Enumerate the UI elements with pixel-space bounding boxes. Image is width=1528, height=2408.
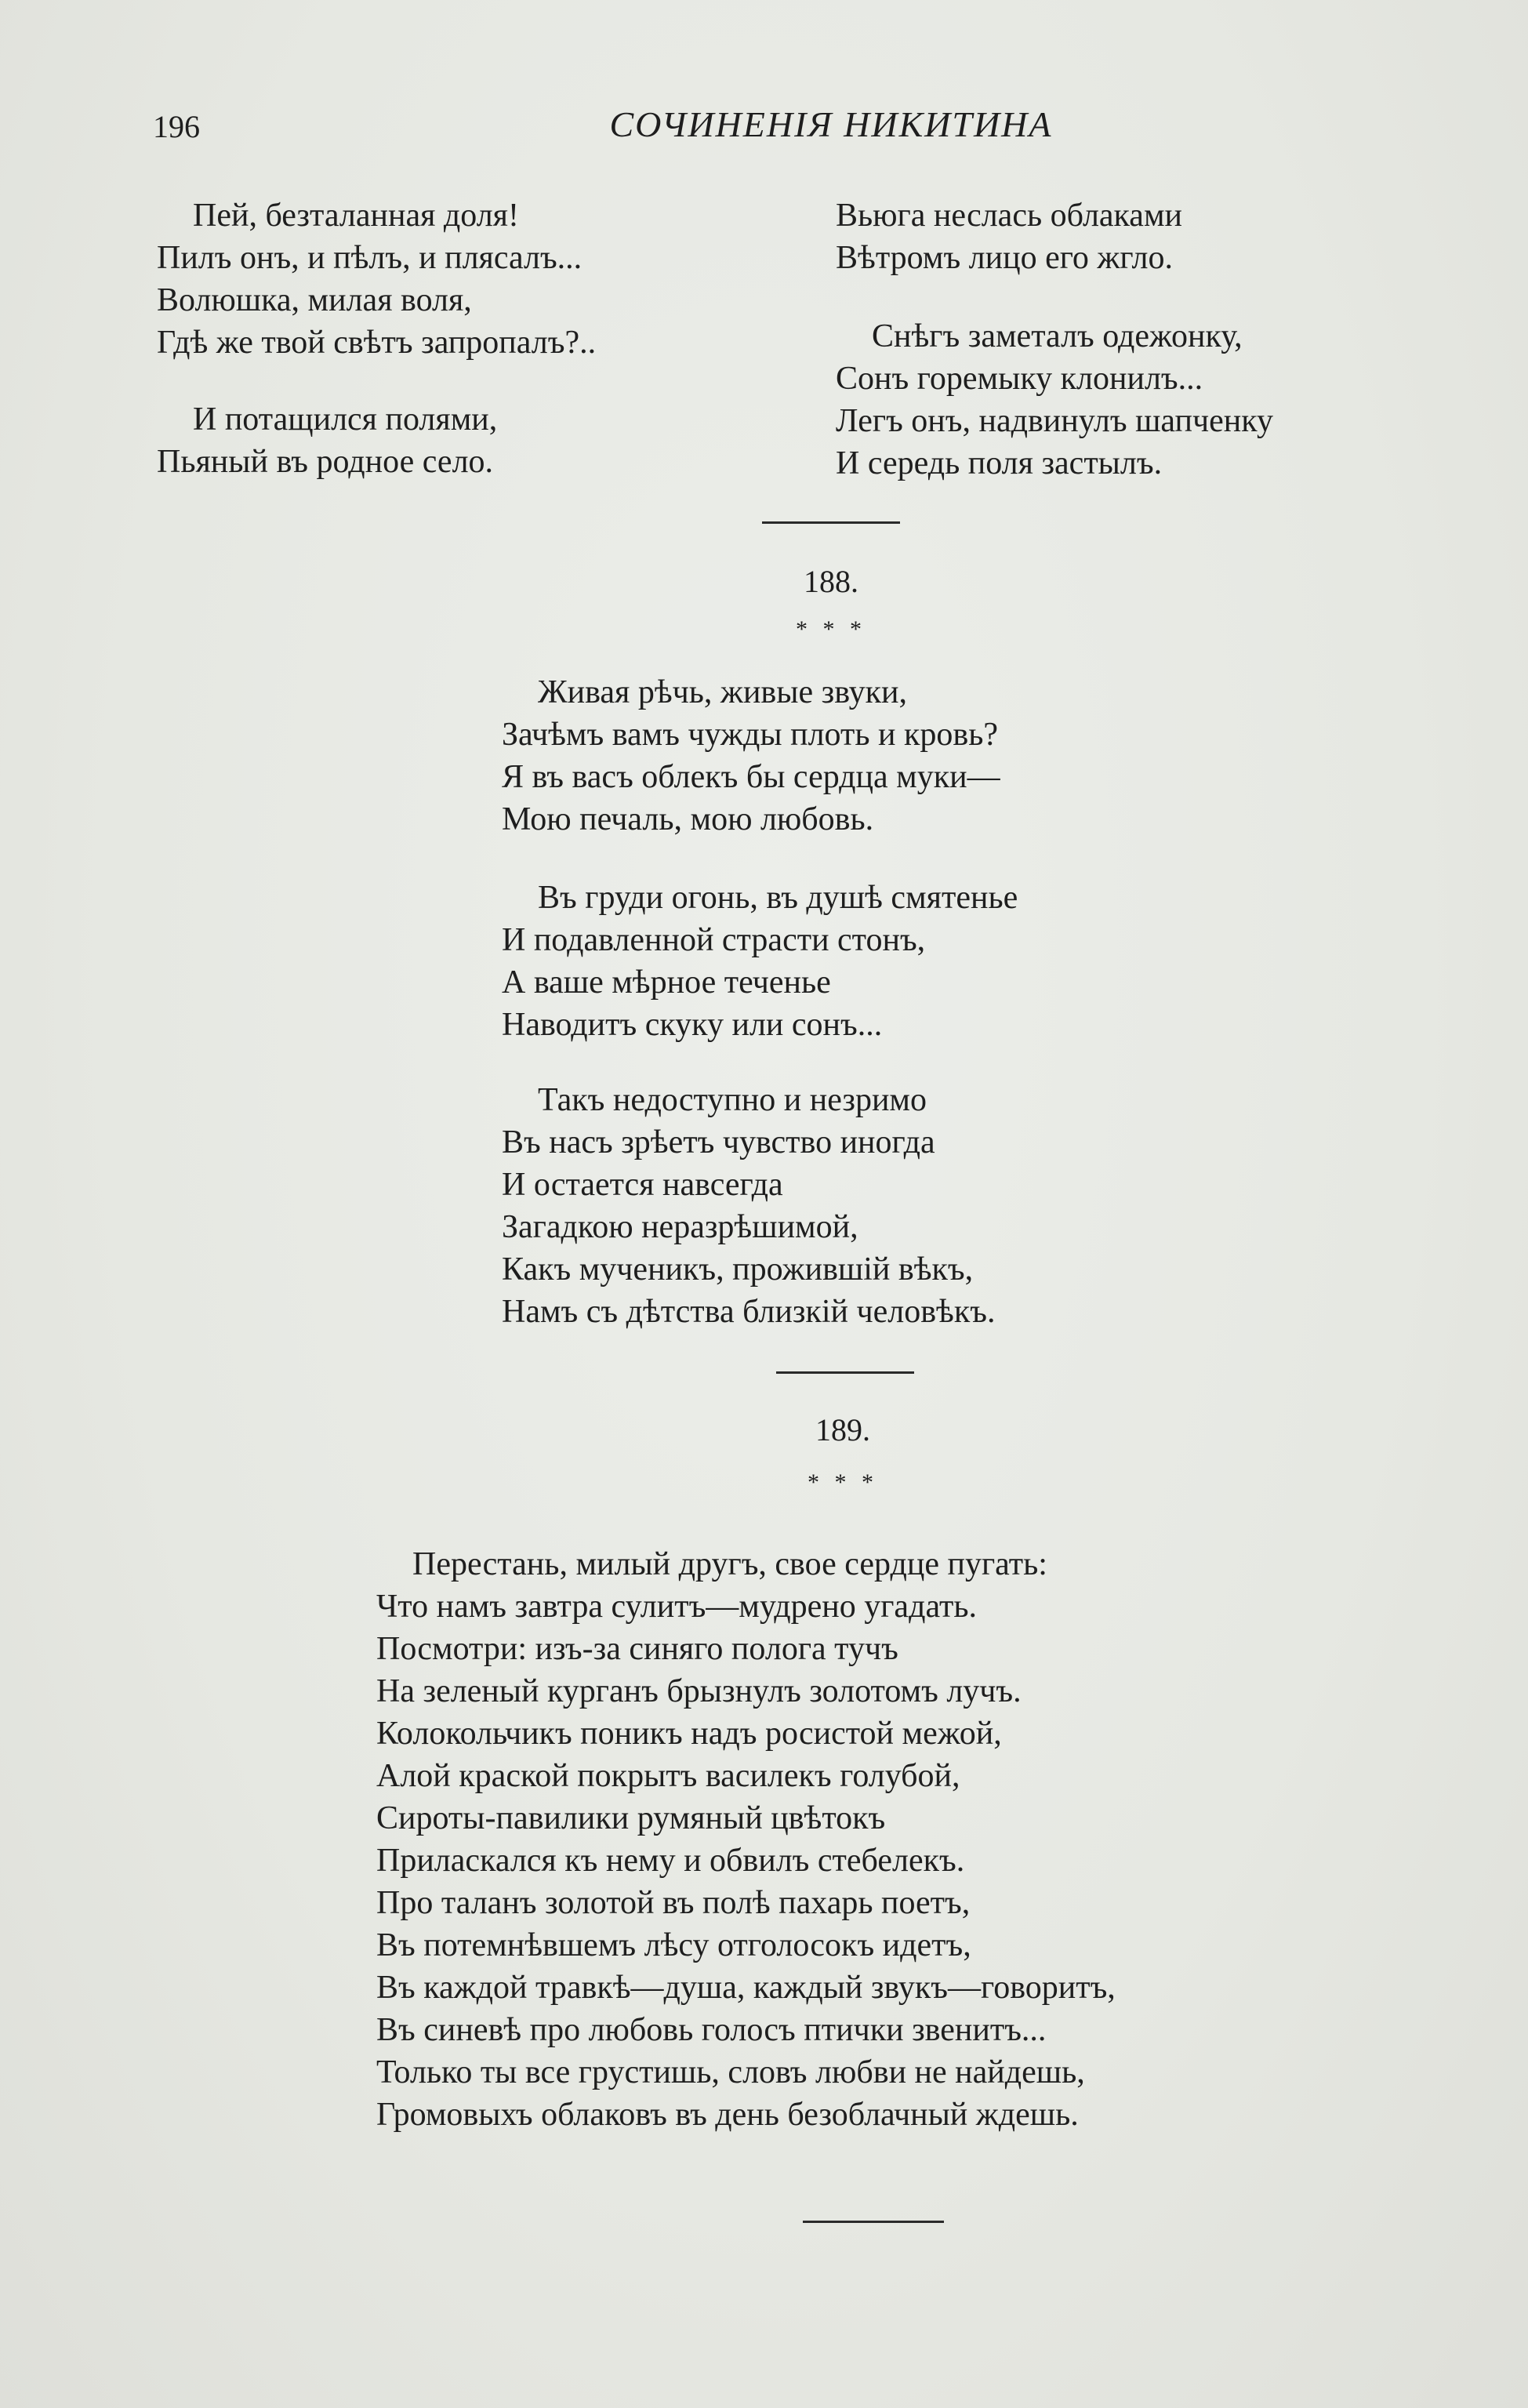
prev-poem-left-stanza-1 <box>157 194 596 364</box>
separator-rule <box>803 2221 944 2223</box>
verse-line: И подавленной страсти стонъ, <box>502 922 926 958</box>
verse-line: Колокольчикъ поникъ надъ росистой межой, <box>376 1716 1002 1752</box>
verse-line: Алой краской покрытъ василекъ голубой, <box>376 1758 960 1794</box>
page-number: 196 <box>153 109 200 144</box>
verse-line: Вьюга неслась облаками <box>836 198 1183 234</box>
poem-188-stanza-2 <box>502 877 1018 1046</box>
prev-poem-right-stanza-2 <box>836 315 1273 485</box>
verse-line: Что намъ завтра сулитъ—мудрено угадать. <box>376 1589 978 1625</box>
separator-rule <box>776 1371 914 1374</box>
verse-line: Сонъ горемыку клонилъ... <box>836 361 1203 397</box>
poem-188-stanza-3 <box>502 1079 995 1333</box>
verse-line: Какъ мученикъ, прожившій вѣкъ, <box>502 1251 974 1288</box>
verse-line: А ваше мѣрное теченье <box>502 964 831 1001</box>
verse-line: И потащился полями, <box>193 401 498 438</box>
poem-188-stanza-1 <box>502 671 1000 841</box>
verse-line: Мою печаль, мою любовь. <box>502 801 874 837</box>
prev-poem-right-stanza-1 <box>836 194 1182 279</box>
verse-line: Пей, безталанная доля! <box>193 198 519 234</box>
verse-line: Живая рѣчь, живые звуки, <box>538 674 907 710</box>
verse-line: Въ каждой травкѣ—душа, каждый звукъ—говоритъ, <box>376 1970 1116 2006</box>
verse-line: Наводитъ скуку или сонъ... <box>502 1007 883 1043</box>
verse-line: На зеленый курганъ брызнулъ золотомъ лучъ. <box>376 1673 1022 1709</box>
verse-line: Громовыхъ облаковъ въ день безоблачный ждешь. <box>376 2097 1079 2133</box>
verse-line: Я въ васъ облекъ бы сердца муки— <box>502 759 1000 795</box>
verse-line: Въ груди огонь, въ душѣ смятенье <box>538 880 1018 916</box>
poem-number-189: 189. <box>815 1412 870 1447</box>
verse-line: Пьяный въ родное село. <box>157 444 494 480</box>
verse-line: И середь поля застылъ. <box>836 445 1163 481</box>
poem-189-stanza <box>376 1543 1116 2136</box>
verse-line: Снѣгъ заметалъ одежонку, <box>872 318 1243 354</box>
verse-line: Загадкою неразрѣшимой, <box>502 1209 858 1245</box>
verse-line: Перестань, милый другъ, свое сердце пугать: <box>412 1546 1047 1582</box>
poem-number-188: 188. <box>804 564 858 599</box>
asterism: * * * <box>796 616 866 642</box>
verse-line: Въ потемнѣвшемъ лѣсу отголосокъ идетъ, <box>376 1927 971 1963</box>
verse-line: Въ синевѣ про любовь голосъ птички звенитъ... <box>376 2012 1047 2048</box>
verse-line: Только ты все грустишь, словъ любви не найдешь, <box>376 2054 1085 2090</box>
separator-rule <box>762 521 900 524</box>
verse-line: Вѣтромъ лицо его жгло. <box>836 240 1173 276</box>
verse-line: Легъ онъ, надвинулъ шапченку <box>836 403 1274 439</box>
verse-line: Гдѣ же твой свѣтъ запропалъ?.. <box>157 325 597 361</box>
asterism: * * * <box>808 1469 878 1495</box>
verse-line: Сироты-павилики румяный цвѣтокъ <box>376 1800 886 1836</box>
prev-poem-left-stanza-2 <box>157 398 497 483</box>
running-title: СОЧИНЕНІЯ НИКИТИНА <box>609 104 1053 144</box>
verse-line: Такъ недоступно и незримо <box>538 1082 927 1118</box>
verse-line: Приласкался къ нему и обвилъ стебелекъ. <box>376 1843 965 1879</box>
verse-line: Въ насъ зрѣетъ чувство иногда <box>502 1124 935 1160</box>
verse-line: Зачѣмъ вамъ чужды плоть и кровь? <box>502 717 999 753</box>
verse-line: Волюшка, милая воля, <box>157 282 472 318</box>
verse-line: И остается навсегда <box>502 1167 783 1203</box>
verse-line: Посмотри: изъ-за синяго полога тучъ <box>376 1631 898 1667</box>
verse-line: Пилъ онъ, и пѣлъ, и плясалъ... <box>157 240 583 276</box>
verse-line: Про таланъ золотой въ полѣ пахарь поетъ, <box>376 1885 971 1921</box>
verse-line: Намъ съ дѣтства близкій человѣкъ. <box>502 1294 996 1330</box>
